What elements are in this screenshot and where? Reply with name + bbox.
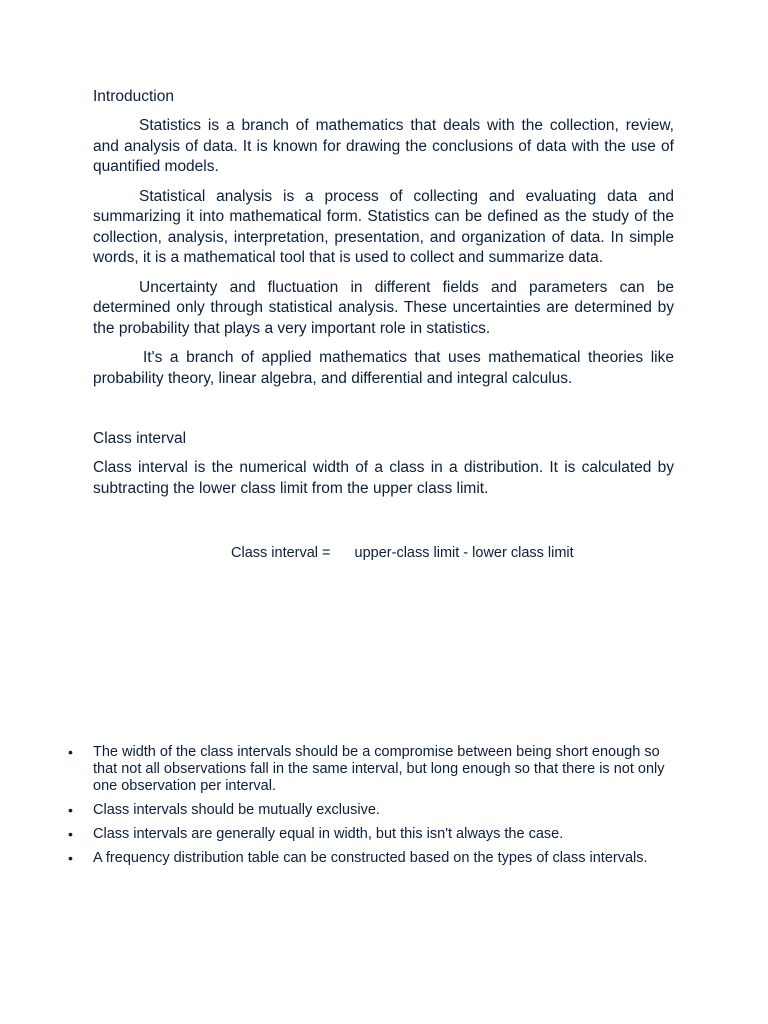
document-page [93,86,674,508]
list-item-text: A frequency distribution table can be constructed based on the types of class intervals. [93,850,648,866]
introduction-heading: Introduction [93,88,174,105]
list-item-text: Class intervals are generally equal in width, but this isn't always the case. [93,826,564,842]
class-interval-bullet-list [68,744,683,874]
bullet-marker: • [68,826,73,842]
intro-paragraph-4: It's a branch of applied mathematics that uses mathematical theories like probability theory, linear algebra, and differential and integral calculus. [93,349,674,387]
class-interval-formula [231,543,574,563]
list-item [68,802,683,819]
intro-paragraph-1: Statistics is a branch of mathematics that deals with the collection, review, and analysis of data. It is known for drawing the conclusions of data with the use of quantified models. [93,117,674,175]
bullet-marker: • [68,802,73,818]
intro-paragraph-3: Uncertainty and fluctuation in different fields and parameters can be determined only through statistical analysis. These uncertainties are determined by the probability that plays a very important role in statistics. [93,278,674,337]
class-interval-paragraph: Class interval is the numerical width of a class in a distribution. It is calculated by subtracting the lower class limit from the upper class limit. [93,459,674,497]
list-item [68,826,683,843]
class-interval-heading: Class interval [93,430,187,447]
list-item-text: The width of the class intervals should be a compromise between being short enough so that not all observations fall in the same interval, but long enough so that there is not only one observation per interval. [93,744,665,794]
formula-rhs: upper-class limit - lower class limit [354,545,574,561]
list-item [68,850,683,867]
intro-paragraph-2: Statistical analysis is a process of collecting and evaluating data and summarizing it into mathematical form. Statistics can be defined as the study of the collection, analysis, interpretation, presentation, and organization of data. In simple words, it is a mathematical tool that is used to collect and summarize data. [93,187,674,266]
formula-lhs: Class interval = [231,545,331,561]
bullet-marker: • [68,744,73,760]
list-item-text: Class intervals should be mutually exclusive. [93,802,380,818]
list-item [68,744,683,795]
bullet-marker: • [68,850,73,866]
